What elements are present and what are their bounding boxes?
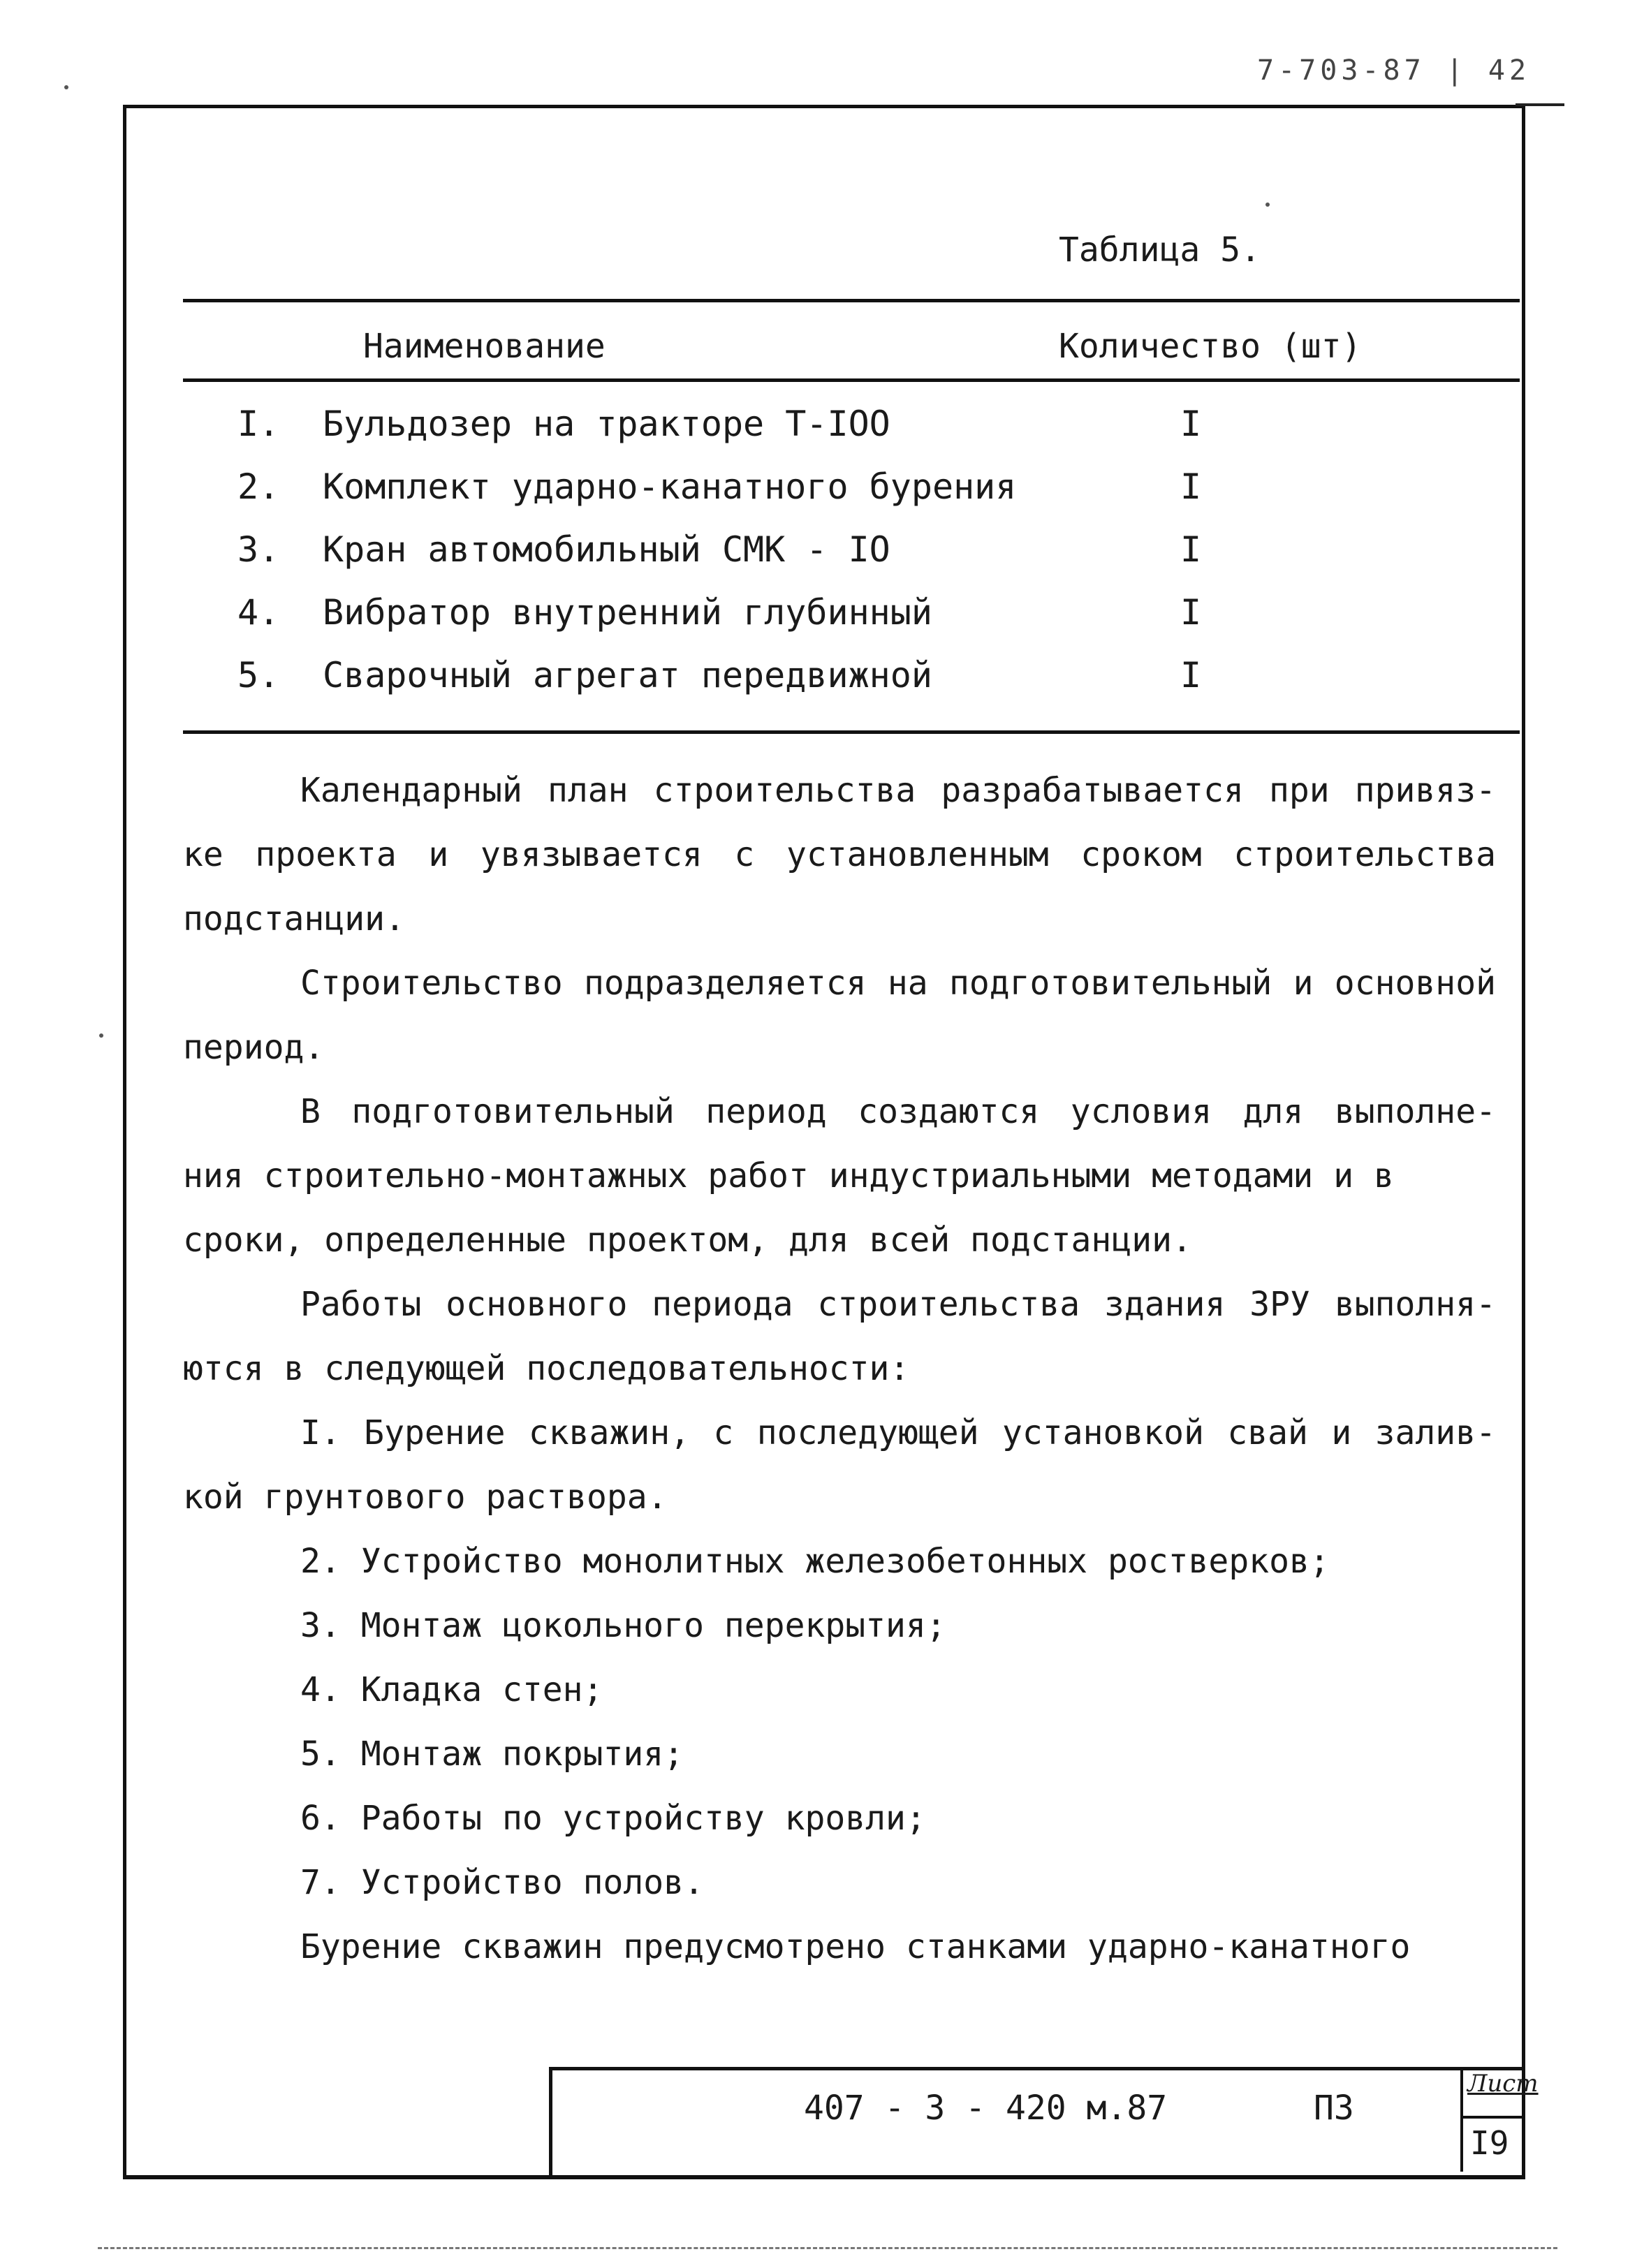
- row-name: Комплект ударно-канатного бурения: [323, 466, 1017, 507]
- sheet-divider: [1463, 2116, 1522, 2119]
- scan-speck: [1265, 202, 1270, 207]
- scan-speck: [99, 1033, 103, 1038]
- sheet-label: Лист: [1467, 2070, 1539, 2098]
- table-row: [0, 466, 1651, 529]
- row-quantity: I: [1180, 592, 1202, 633]
- text-line: Работы основного периода строительства здания ЗРУ выполня-: [300, 1285, 1496, 1324]
- text-line: 3. Монтаж цокольного перекрытия;: [300, 1606, 946, 1645]
- table-top-rule: [183, 299, 1520, 302]
- corner-mark: 7-703-87 | 42: [1257, 54, 1531, 87]
- table-row: [0, 404, 1651, 466]
- text-line: подстанции.: [183, 899, 405, 938]
- row-number: 4.: [237, 592, 280, 633]
- row-number: 2.: [237, 466, 280, 507]
- text-line: Календарный план строительства разрабатывается при привяз-: [300, 771, 1496, 810]
- text-line: сроки, определенные проектом, для всей подстанции.: [183, 1221, 1192, 1260]
- column-header-name: Наименование: [363, 327, 606, 366]
- text-line: ются в следующей последовательности:: [183, 1349, 910, 1388]
- row-number: 3.: [237, 529, 280, 570]
- frame-extension: [1516, 103, 1564, 106]
- row-name: Кран автомобильный СМК - IO: [323, 529, 890, 570]
- scan-edge-line: [98, 2247, 1557, 2249]
- title-block: [549, 2067, 1539, 2175]
- table-caption: Таблица 5.: [1059, 230, 1261, 270]
- text-line: период.: [183, 1028, 325, 1067]
- column-header-quantity: Количество (шт): [1059, 327, 1362, 366]
- text-line: 5. Монтаж покрытия;: [300, 1735, 684, 1774]
- text-line: 7. Устройство полов.: [300, 1863, 704, 1902]
- table-row: [0, 655, 1651, 718]
- row-quantity: I: [1180, 655, 1202, 695]
- row-quantity: I: [1180, 529, 1202, 570]
- row-name: Вибратор внутренний глубинный: [323, 592, 932, 633]
- sheet-number: I9: [1470, 2124, 1509, 2162]
- row-number: 5.: [237, 655, 280, 695]
- row-name: Бульдозер на тракторе Т-IOO: [323, 404, 890, 444]
- text-line: 2. Устройство монолитных железобетонных ростверков;: [300, 1542, 1330, 1581]
- document-code: 407 - 3 - 420 м.87: [804, 2089, 1168, 2128]
- row-quantity: I: [1180, 404, 1202, 444]
- text-line: ния строительно-монтажных работ индустриальными методами и в: [183, 1156, 1394, 1195]
- row-number: I.: [237, 404, 280, 444]
- text-line: I. Бурение скважин, с последующей установкой свай и залив-: [300, 1413, 1496, 1452]
- row-quantity: I: [1180, 466, 1202, 507]
- scan-speck: [64, 85, 68, 89]
- row-name: Сварочный агрегат передвижной: [323, 655, 932, 695]
- text-line: ке проекта и увязывается с установленным сроком строительства: [183, 835, 1496, 874]
- text-line: Бурение скважин предусмотрено станками ударно-канатного: [300, 1927, 1411, 1966]
- table-row: [0, 592, 1651, 655]
- document-section: ПЗ: [1314, 2089, 1354, 2128]
- table-row: [0, 529, 1651, 592]
- text-line: В подготовительный период создаются условия для выполне-: [300, 1092, 1496, 1131]
- text-line: 4. Кладка стен;: [300, 1670, 603, 1709]
- text-line: кой грунтового раствора.: [183, 1478, 668, 1517]
- text-line: Строительство подразделяется на подготовительный и основной: [300, 964, 1496, 1003]
- table-header-rule: [183, 378, 1520, 382]
- sheet-box: [1460, 2067, 1539, 2172]
- body-text: [183, 758, 1496, 1979]
- text-line: 6. Работы по устройству кровли;: [300, 1799, 926, 1838]
- table-bottom-rule: [183, 730, 1520, 734]
